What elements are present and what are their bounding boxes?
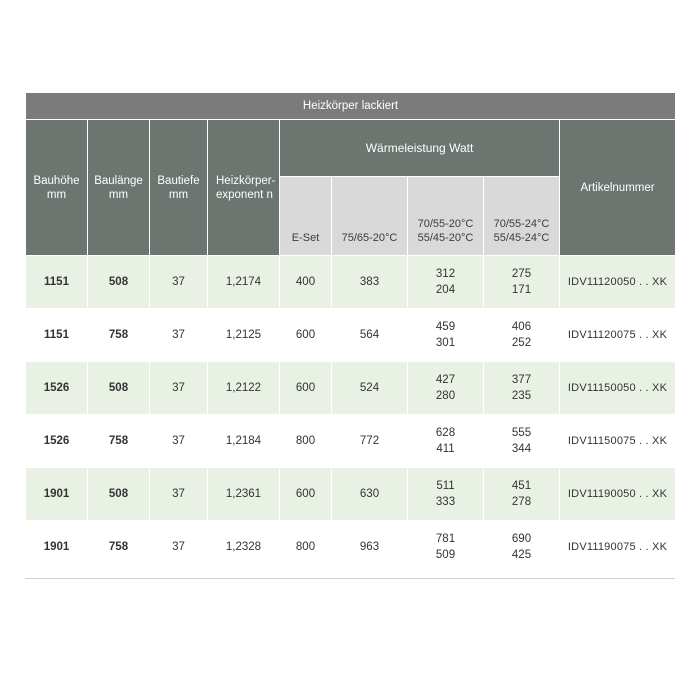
cell-eset: 600 <box>280 309 332 362</box>
cell-70-55-20-pair <box>408 266 483 298</box>
cell-75-65-20: 963 <box>332 521 408 574</box>
cell-75-65-20: 630 <box>332 468 408 521</box>
cell-bautiefe: 37 <box>150 468 208 521</box>
header-bautiefe-line1: Bautiefe <box>157 174 200 187</box>
cell-70-55-20-high: 427 <box>435 374 456 386</box>
header-bauhoehe-line2: mm <box>46 188 67 201</box>
cell-baulaenge: 758 <box>88 521 150 574</box>
cell-eset: 800 <box>280 415 332 468</box>
cell-70-55-24-high: 451 <box>511 480 532 492</box>
cell-70-55-24-pair <box>484 478 559 510</box>
cell-exponent: 1,2125 <box>208 309 280 362</box>
cell-baulaenge: 758 <box>88 309 150 362</box>
header-exponent <box>208 120 280 256</box>
cell-bautiefe: 37 <box>150 309 208 362</box>
cell-70-55-20-low: 333 <box>435 496 456 508</box>
cell-eset: 600 <box>280 468 332 521</box>
cell-exponent: 1,2184 <box>208 415 280 468</box>
cell-70-55-24-pair <box>484 266 559 298</box>
cell-70-55-24-pair <box>484 319 559 351</box>
cell-bautiefe: 37 <box>150 362 208 415</box>
cell-bauhoehe: 1526 <box>26 415 88 468</box>
cell-70-55-20-pair <box>408 531 483 563</box>
table-row <box>26 521 676 574</box>
subheader-75-65-20: 75/65-20°C <box>332 177 408 256</box>
cell-baulaenge: 508 <box>88 468 150 521</box>
cell-bauhoehe: 1151 <box>26 256 88 309</box>
cell-70-55-24 <box>484 468 560 521</box>
cell-70-55-20-low: 280 <box>435 390 456 402</box>
cell-75-65-20: 383 <box>332 256 408 309</box>
subheader-70-55-20-line1: 70/55-20°C <box>417 218 474 230</box>
cell-artikelnummer: IDV11150050 . . XK <box>560 362 676 415</box>
table-row <box>26 468 676 521</box>
cell-70-55-24-low: 252 <box>511 337 532 349</box>
table-row <box>26 256 676 309</box>
cell-eset: 800 <box>280 521 332 574</box>
cell-exponent: 1,2361 <box>208 468 280 521</box>
cell-bauhoehe: 1526 <box>26 362 88 415</box>
table-row <box>26 415 676 468</box>
cell-bautiefe: 37 <box>150 521 208 574</box>
header-exponent-line1: Heizkörper- <box>216 174 276 187</box>
cell-bautiefe: 37 <box>150 256 208 309</box>
table-title-row <box>26 93 676 120</box>
cell-70-55-24 <box>484 256 560 309</box>
cell-70-55-20 <box>408 362 484 415</box>
cell-baulaenge: 758 <box>88 415 150 468</box>
subheader-70-55-20 <box>408 177 484 256</box>
cell-70-55-24-pair <box>484 372 559 404</box>
cell-70-55-20 <box>408 256 484 309</box>
table-row <box>26 362 676 415</box>
cell-70-55-20-high: 781 <box>435 533 456 545</box>
cell-70-55-24 <box>484 415 560 468</box>
cell-75-65-20: 564 <box>332 309 408 362</box>
cell-70-55-20-high: 312 <box>435 268 456 280</box>
header-baulaenge-line1: Baulänge <box>94 174 143 187</box>
cell-baulaenge: 508 <box>88 256 150 309</box>
subheader-70-55-24-line1: 70/55-24°C <box>493 218 550 230</box>
cell-exponent: 1,2328 <box>208 521 280 574</box>
cell-70-55-24-pair <box>484 425 559 457</box>
cell-70-55-20-pair <box>408 425 483 457</box>
cell-exponent: 1,2122 <box>208 362 280 415</box>
cell-70-55-20-pair <box>408 319 483 351</box>
subheader-70-55-24-line2: 55/45-24°C <box>493 232 550 244</box>
header-exponent-line2: exponent n <box>216 188 273 201</box>
cell-exponent: 1,2174 <box>208 256 280 309</box>
cell-70-55-20-high: 511 <box>436 480 455 492</box>
cell-70-55-24-high: 555 <box>511 427 532 439</box>
header-baulaenge-line2: mm <box>108 188 129 201</box>
subheader-eset: E-Set <box>280 177 332 256</box>
cell-70-55-24-low: 171 <box>511 284 532 296</box>
cell-bauhoehe: 1901 <box>26 468 88 521</box>
cell-70-55-24 <box>484 362 560 415</box>
cell-70-55-20-high: 628 <box>435 427 456 439</box>
cell-70-55-24-low: 235 <box>511 390 532 402</box>
cell-70-55-20-high: 459 <box>435 321 456 333</box>
header-waermeleistung: Wärmeleistung Watt <box>280 120 560 177</box>
cell-70-55-24-high: 690 <box>511 533 532 545</box>
cell-70-55-24-low: 425 <box>511 549 532 561</box>
table-bottom-divider <box>25 578 675 579</box>
table-row <box>26 309 676 362</box>
cell-70-55-24 <box>484 309 560 362</box>
cell-70-55-20-low: 301 <box>435 337 456 349</box>
header-bauhoehe <box>26 120 88 256</box>
header-bautiefe-line2: mm <box>168 188 189 201</box>
header-baulaenge <box>88 120 150 256</box>
header-bautiefe <box>150 120 208 256</box>
cell-70-55-20 <box>408 415 484 468</box>
subheader-70-55-20-line2: 55/45-20°C <box>417 232 474 244</box>
header-artikelnummer: Artikelnummer <box>560 120 676 256</box>
cell-70-55-20-low: 204 <box>435 284 456 296</box>
cell-eset: 600 <box>280 362 332 415</box>
cell-70-55-20 <box>408 468 484 521</box>
table-header-row <box>26 120 676 177</box>
cell-70-55-24-low: 344 <box>511 443 532 455</box>
cell-70-55-20-low: 509 <box>435 549 456 561</box>
cell-baulaenge: 508 <box>88 362 150 415</box>
cell-70-55-24 <box>484 521 560 574</box>
cell-bauhoehe: 1151 <box>26 309 88 362</box>
cell-70-55-20 <box>408 309 484 362</box>
cell-eset: 400 <box>280 256 332 309</box>
cell-artikelnummer: IDV11150075 . . XK <box>560 415 676 468</box>
cell-artikelnummer: IDV11190075 . . XK <box>560 521 676 574</box>
table-title: Heizkörper lackiert <box>26 93 676 120</box>
cell-artikelnummer: IDV11190050 . . XK <box>560 468 676 521</box>
cell-70-55-24-high: 406 <box>511 321 532 333</box>
heating-spec-table <box>25 92 676 574</box>
cell-bautiefe: 37 <box>150 415 208 468</box>
cell-70-55-24-high: 275 <box>511 268 532 280</box>
cell-70-55-20 <box>408 521 484 574</box>
cell-70-55-24-low: 278 <box>511 496 532 508</box>
cell-artikelnummer: IDV11120075 . . XK <box>560 309 676 362</box>
cell-75-65-20: 772 <box>332 415 408 468</box>
cell-70-55-24-pair <box>484 531 559 563</box>
header-bauhoehe-line1: Bauhöhe <box>33 174 80 187</box>
cell-70-55-24-high: 377 <box>511 374 532 386</box>
cell-artikelnummer: IDV11120050 . . XK <box>560 256 676 309</box>
cell-75-65-20: 524 <box>332 362 408 415</box>
cell-bauhoehe: 1901 <box>26 521 88 574</box>
subheader-70-55-24 <box>484 177 560 256</box>
cell-70-55-20-pair <box>408 478 483 510</box>
cell-70-55-20-low: 411 <box>436 443 455 455</box>
cell-70-55-20-pair <box>408 372 483 404</box>
